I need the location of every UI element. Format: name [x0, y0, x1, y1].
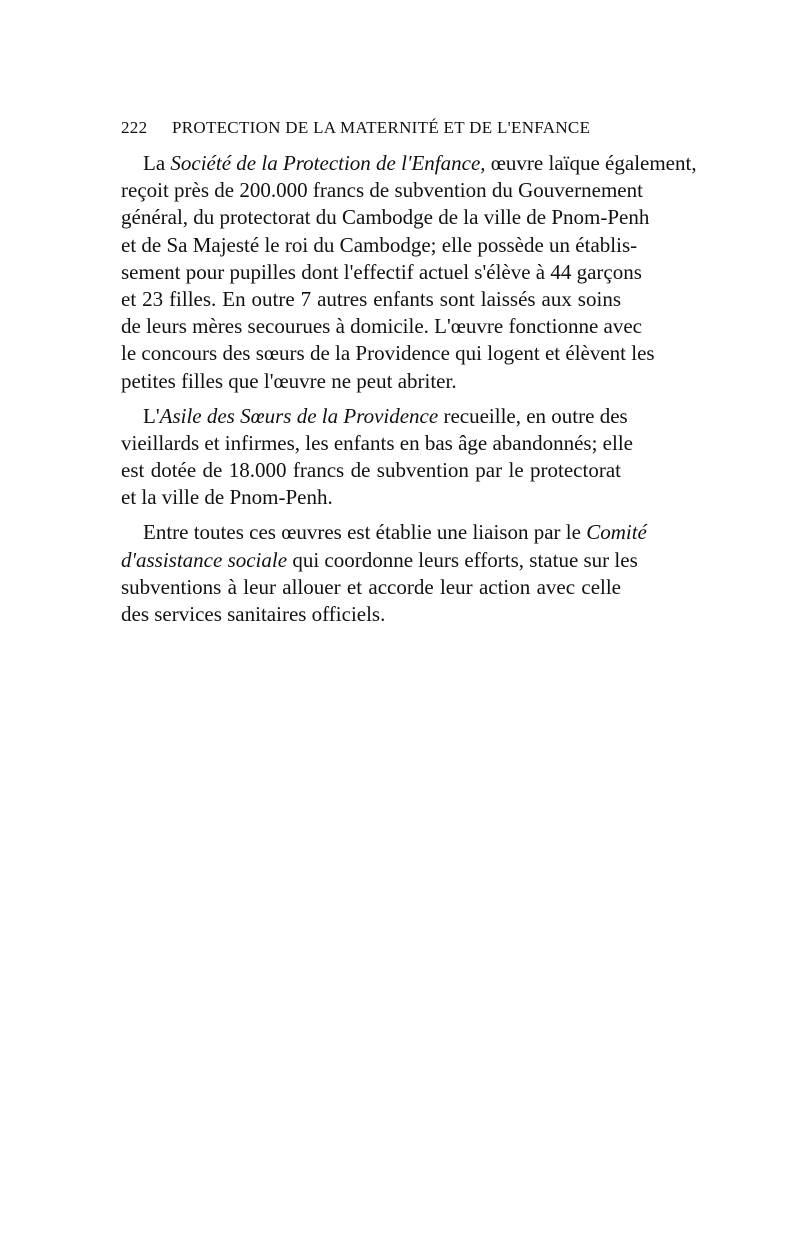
text-run: L'	[143, 403, 160, 428]
italic-text: Comité	[586, 520, 647, 545]
text-line	[121, 150, 697, 177]
text-line	[121, 204, 650, 231]
text-run: Entre toutes ces œuvres est établie une liaison par le	[143, 520, 587, 545]
paragraph	[121, 519, 647, 628]
text-line	[121, 232, 638, 259]
italic-text: d'assistance sociale	[121, 547, 288, 572]
text-run: est dotée de 18.000 francs de subvention par le protectorat	[121, 458, 621, 483]
text-run: le concours des sœurs de la Providence qui logent et élèvent les	[121, 341, 655, 366]
text-run: et la ville de Pnom-Penh.	[121, 485, 333, 510]
text-run: qui coordonne leurs efforts, statue sur les	[287, 547, 638, 572]
paragraph-gap	[121, 511, 621, 519]
running-title: PROTECTION DE LA MATERNITÉ ET DE L'ENFANCE	[171, 118, 591, 137]
text-run: subventions à leur allouer et accorde leur action avec celle	[121, 574, 621, 599]
text-line	[121, 484, 621, 511]
text-line	[121, 547, 638, 574]
text-line	[121, 259, 642, 286]
paragraph	[121, 403, 633, 512]
text-run: et 23 filles. En outre 7 autres enfants sont laissés aux soins	[121, 286, 621, 311]
paragraph-gap	[121, 395, 621, 403]
text-line	[121, 519, 647, 546]
text-run: La	[143, 151, 171, 175]
text-run: sement pour pupilles dont l'effectif actuel s'élève à 44 garçons	[121, 259, 642, 284]
text-line	[121, 368, 621, 395]
text-run: reçoit près de 200.000 francs de subvention du Gouvernement	[121, 178, 643, 203]
italic-text: Asile des Sœurs de la Providence	[159, 403, 439, 428]
text-line	[121, 286, 621, 313]
text-line	[121, 177, 643, 204]
text-line	[121, 574, 621, 601]
text-run: général, du protectorat du Cambodge de la ville de Pnom-Penh	[121, 205, 650, 230]
text-line	[121, 430, 633, 457]
running-header	[121, 118, 621, 138]
text-line	[121, 340, 655, 367]
text-run: œuvre laïque également,	[485, 151, 697, 175]
body-text	[121, 150, 697, 628]
page-number: 222	[121, 118, 148, 137]
text-run: vieillards et infirmes, les enfants en bas âge abandonnés; elle	[121, 430, 633, 455]
text-run: et de Sa Majesté le roi du Cambodge; elle possède un établis-	[121, 232, 638, 257]
text-line	[121, 403, 628, 430]
text-line	[121, 601, 621, 628]
text-run: petites filles que l'œuvre ne peut abriter.	[121, 368, 457, 393]
text-run: de leurs mères secourues à domicile. L'œuvre fonctionne avec	[121, 314, 642, 339]
text-run: des services sanitaires officiels.	[121, 602, 386, 626]
text-run: recueille, en outre des	[438, 403, 628, 428]
text-line	[121, 457, 621, 484]
text-line	[121, 313, 642, 340]
italic-text: Société de la Protection de l'Enfance,	[170, 151, 486, 175]
paragraph	[121, 150, 697, 395]
